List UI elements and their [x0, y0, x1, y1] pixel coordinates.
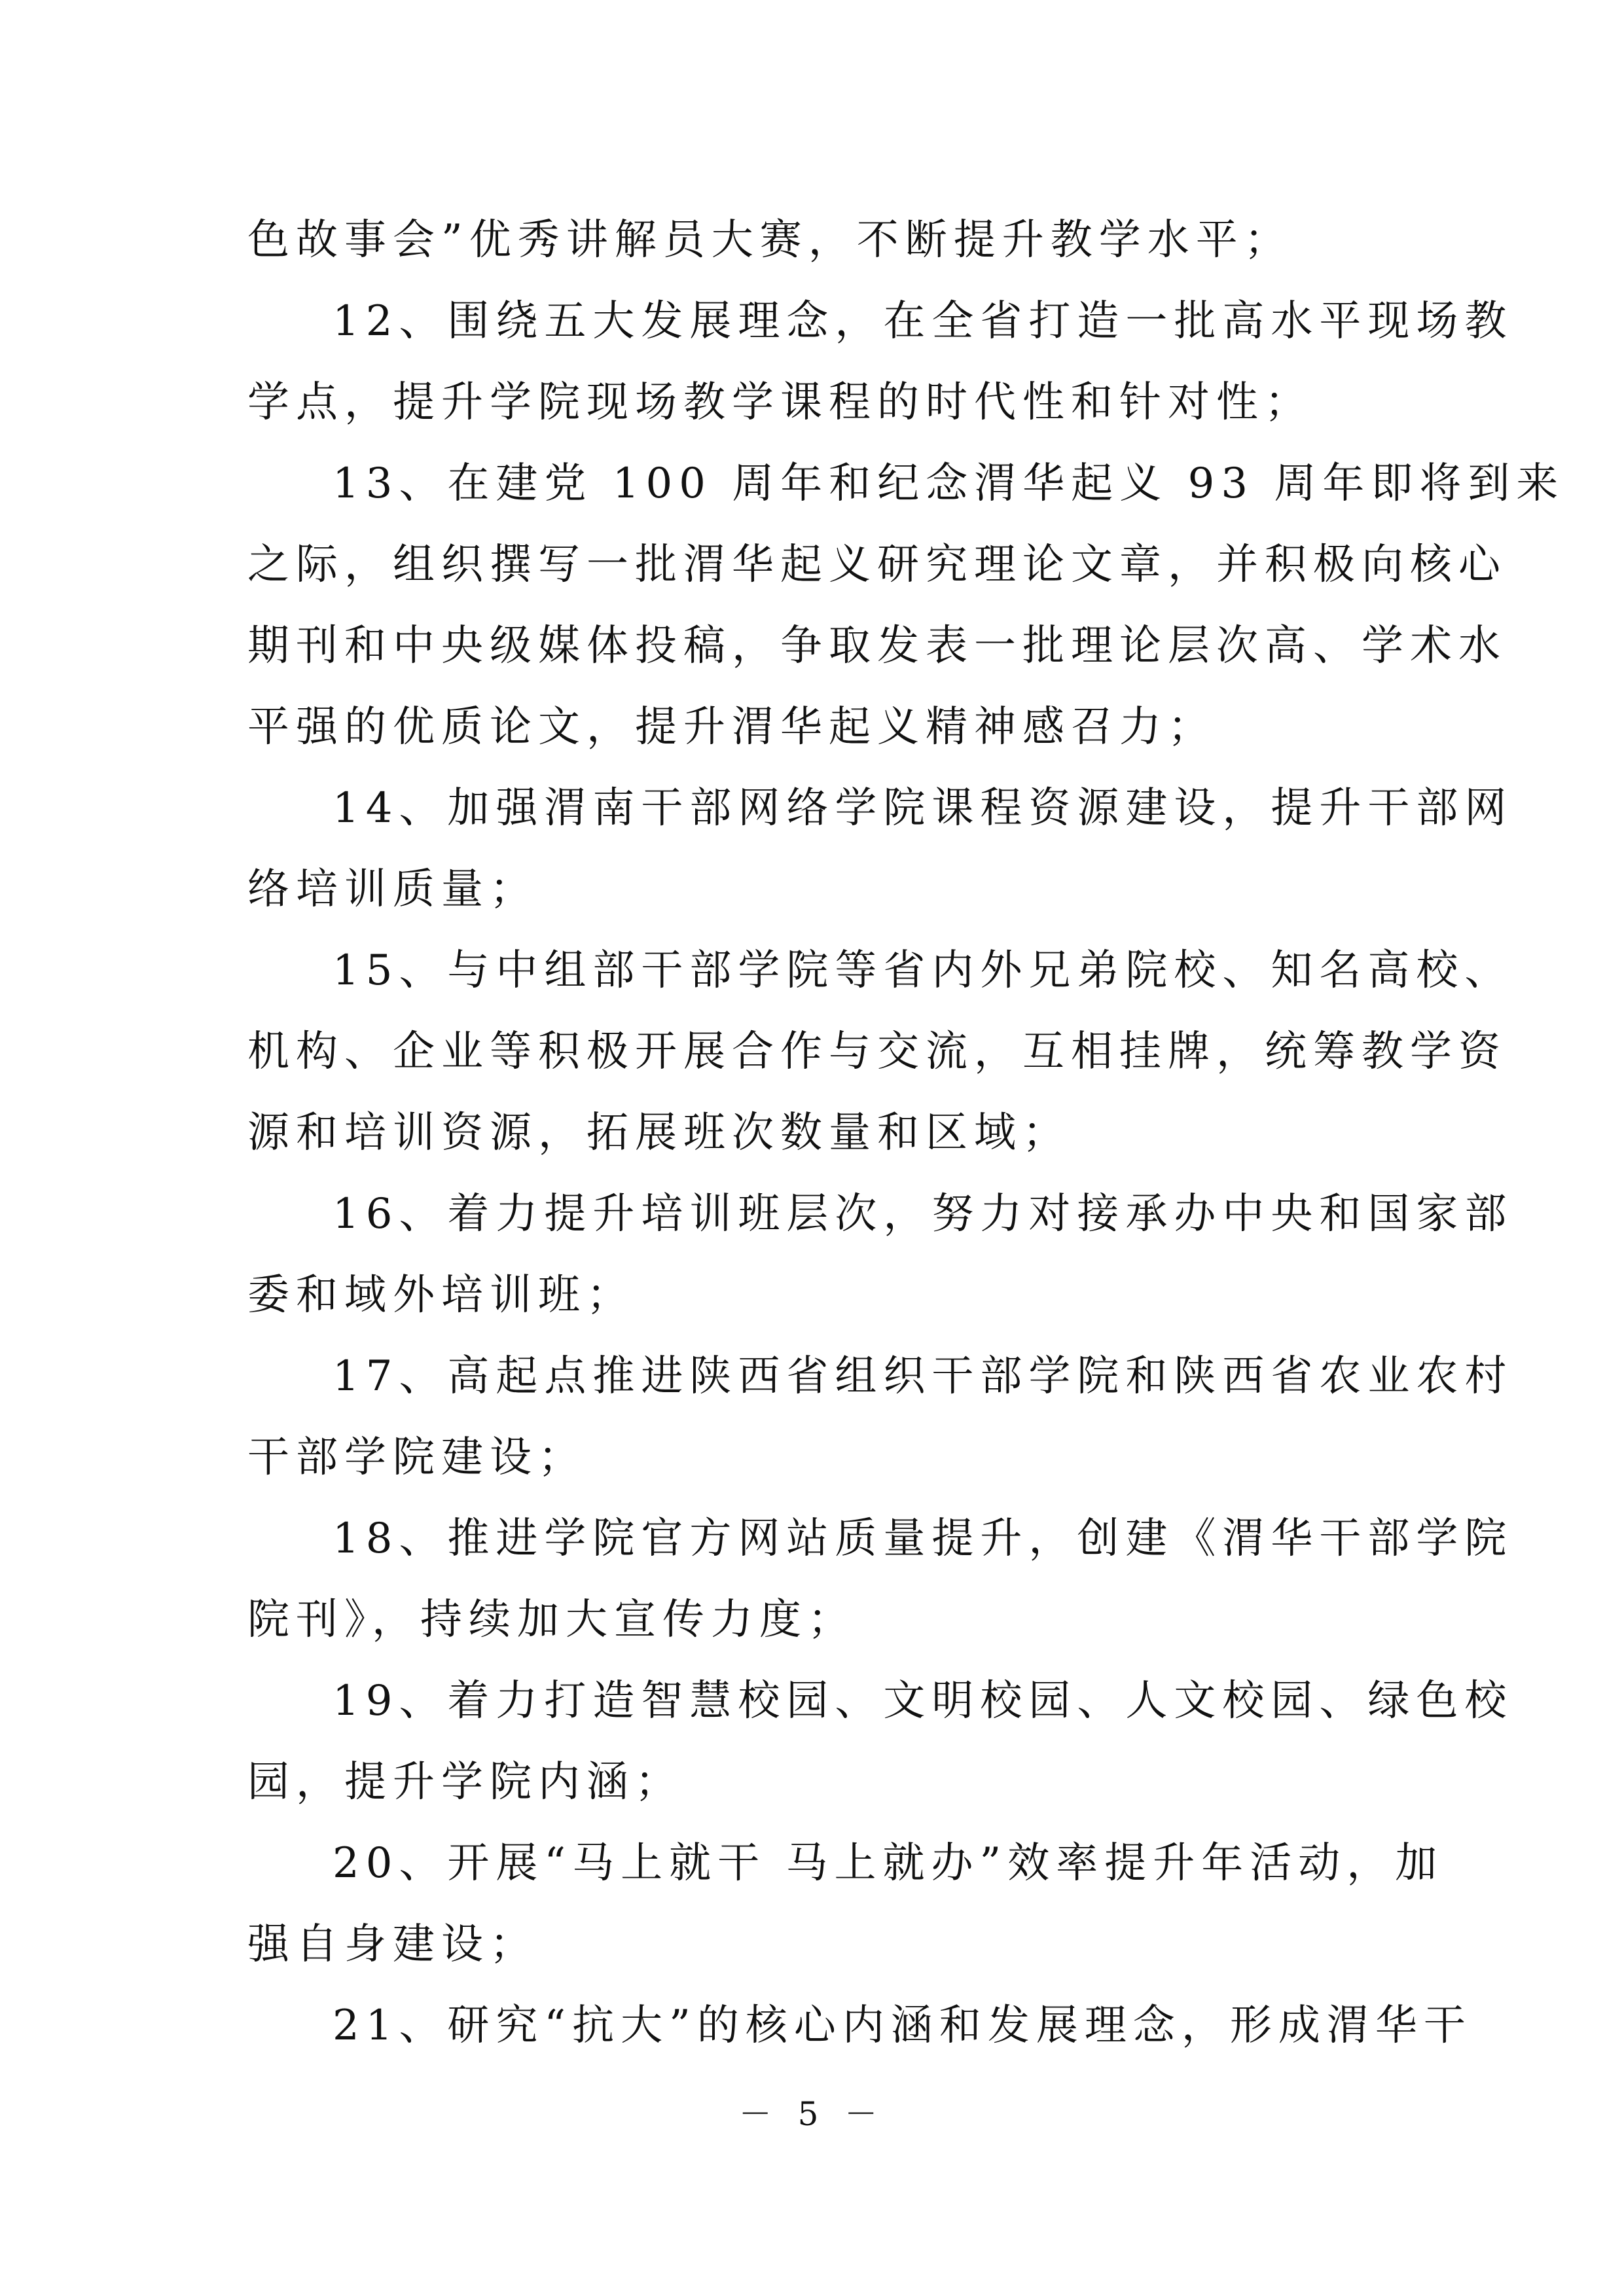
text-line-16: 干部学院建设；: [247, 1433, 586, 1482]
text-line-1: 色故事会”优秀讲解员大赛，不断提升教学水平；: [247, 216, 1293, 264]
text-line-4: 13、在建党 100 周年和纪念渭华起义 93 周年即将到来: [333, 459, 1565, 508]
text-line-3: 学点，提升学院现场教学课程的时代性和针对性；: [247, 378, 1313, 427]
text-line-7: 平强的优质论文，提升渭华起义精神感召力；: [247, 703, 1216, 751]
text-line-9: 络培训质量；: [247, 865, 538, 914]
text-line-12: 源和培训资源，拓展班次数量和区域；: [247, 1109, 1071, 1157]
text-line-22: 强自身建设；: [247, 1920, 538, 1969]
text-line-10: 15、与中组部干部学院等省内外兄弟院校、知名高校、: [333, 946, 1513, 995]
text-line-23: 21、研究“抗大”的核心内涵和发展理念，形成渭华干: [333, 2001, 1472, 2050]
text-line-5: 之际，组织撰写一批渭华起义研究理论文章，并积极向核心: [247, 541, 1507, 589]
text-line-2: 12、围绕五大发展理念，在全省打造一批高水平现场教: [333, 297, 1513, 346]
text-line-19: 19、着力打造智慧校园、文明校园、人文校园、绿色校: [333, 1677, 1513, 1725]
text-line-21: 20、开展“马上就干 马上就办”效率提升年活动，加: [333, 1839, 1444, 1888]
text-line-13: 16、着力提升培训班层次，努力对接承办中央和国家部: [333, 1190, 1513, 1238]
text-line-6: 期刊和中央级媒体投稿，争取发表一批理论层次高、学术水: [247, 622, 1507, 670]
text-line-15: 17、高起点推进陕西省组织干部学院和陕西省农业农村: [333, 1352, 1513, 1401]
text-line-20: 园，提升学院内涵；: [247, 1758, 683, 1806]
text-line-11: 机构、企业等积极开展合作与交流，互相挂牌，统筹教学资: [247, 1028, 1507, 1076]
text-line-17: 18、推进学院官方网站质量提升，创建《渭华干部学院: [333, 1515, 1513, 1563]
text-line-18: 院刊》，持续加大宣传力度；: [247, 1596, 856, 1644]
text-line-14: 委和域外培训班；: [247, 1271, 635, 1319]
text-line-8: 14、加强渭南干部网络学院课程资源建设，提升干部网: [333, 784, 1513, 833]
page-number: － 5 －: [738, 2095, 886, 2133]
